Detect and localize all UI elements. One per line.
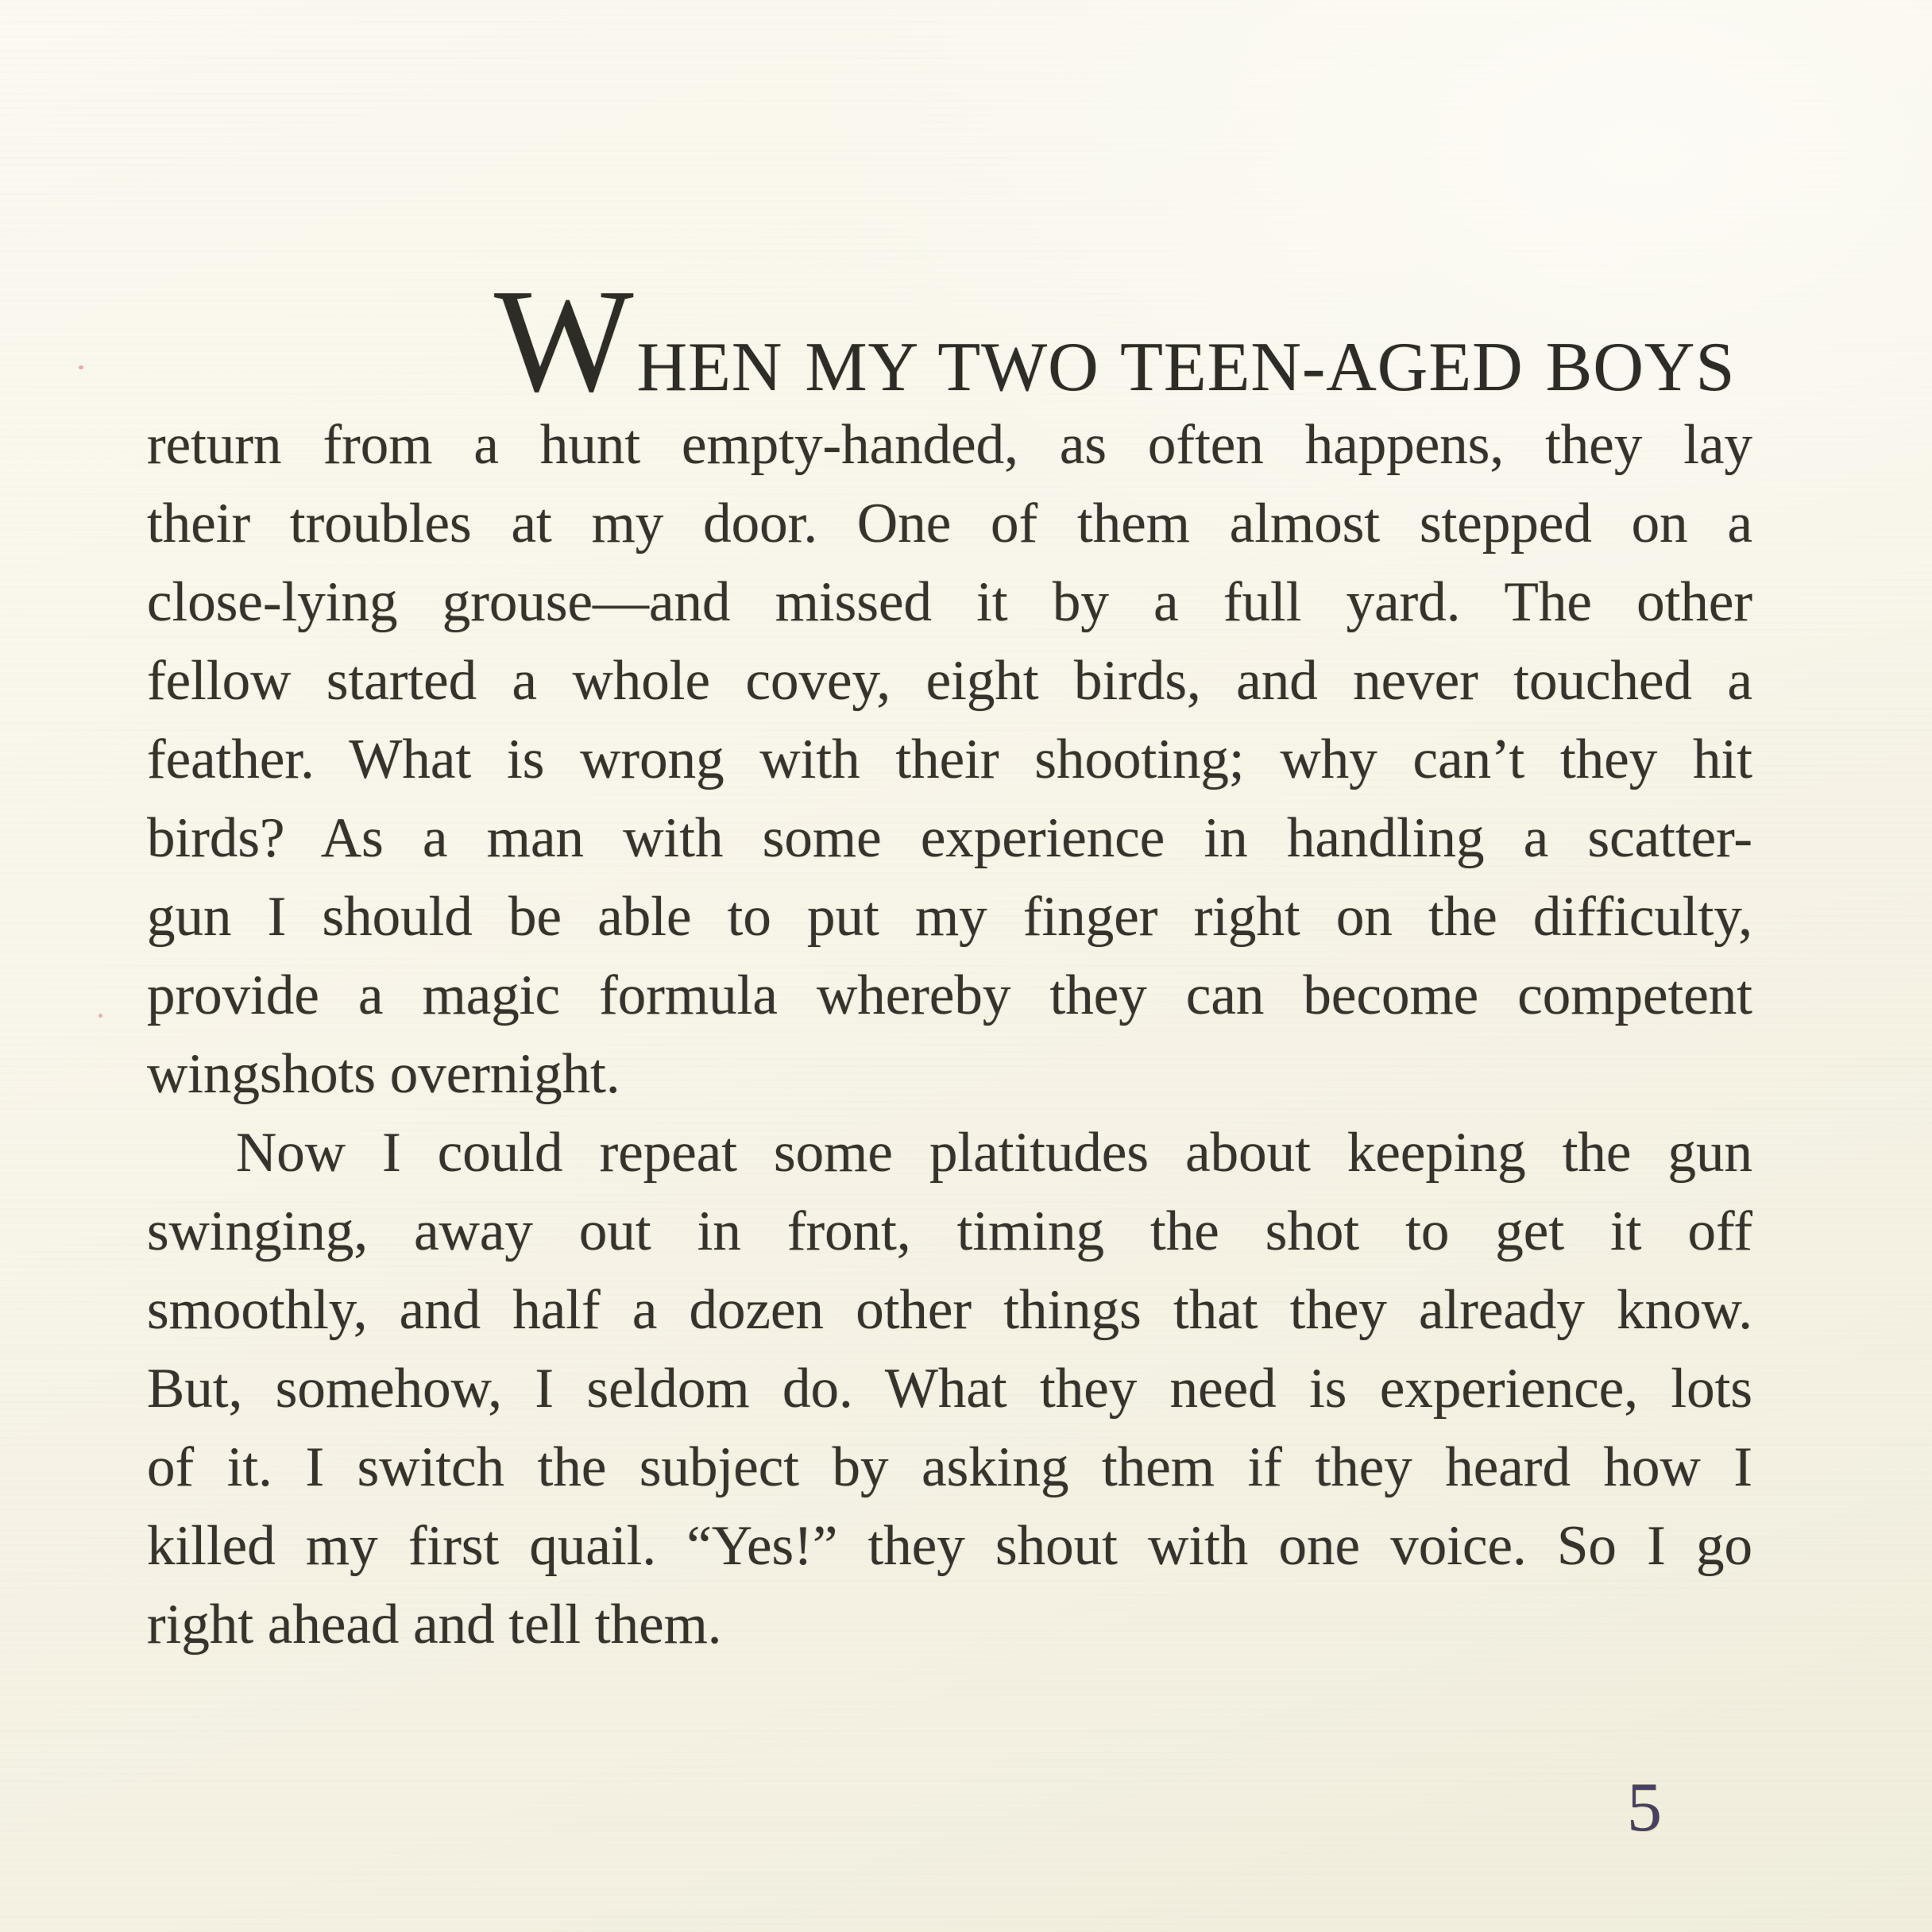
text-line: return from a hunt empty-handed, as often happens, they lay <box>147 414 1752 476</box>
text-line: swinging, away out in front, timing the shot to get it off <box>147 1200 1752 1262</box>
text-line: killed my first quail. “Yes!” they shout with one voice. So I go <box>147 1515 1752 1577</box>
chapter-opening-caps: HEN MY TWO TEEN-AGED BOYS <box>636 329 1736 406</box>
body-text <box>147 406 1752 1664</box>
text-line: their troubles at my door. One of them almost stepped on a <box>147 493 1752 554</box>
text-line: close-lying grouse—and missed it by a full yard. The other <box>147 571 1752 633</box>
text-line: smoothly, and half a dozen other things that they already know. <box>147 1279 1752 1341</box>
page-number: 5 <box>1627 1769 1662 1846</box>
paper-speck <box>99 1014 102 1018</box>
text-line: fellow started a whole covey, eight birds, and never touched a <box>147 650 1752 712</box>
text-line: birds? As a man with some experience in handling a scatter- <box>147 807 1752 869</box>
text-line: wingshots overnight. <box>147 1043 620 1105</box>
text-line: But, somehow, I seldom do. What they need is experience, lots <box>147 1358 1752 1420</box>
text-line: provide a magic formula whereby they can become competent <box>147 964 1752 1026</box>
drop-cap: W <box>494 259 634 423</box>
text-line: right ahead and tell them. <box>147 1594 722 1656</box>
text-line: gun I should be able to put my finger right on the difficulty, <box>147 886 1752 948</box>
text-line: Now I could repeat some platitudes about keeping the gun <box>236 1122 1752 1184</box>
paper-speck <box>79 365 83 369</box>
text-line: of it. I switch the subject by asking them if they heard how I <box>147 1436 1752 1498</box>
text-line: feather. What is wrong with their shooting; why can’t they hit <box>147 728 1752 790</box>
